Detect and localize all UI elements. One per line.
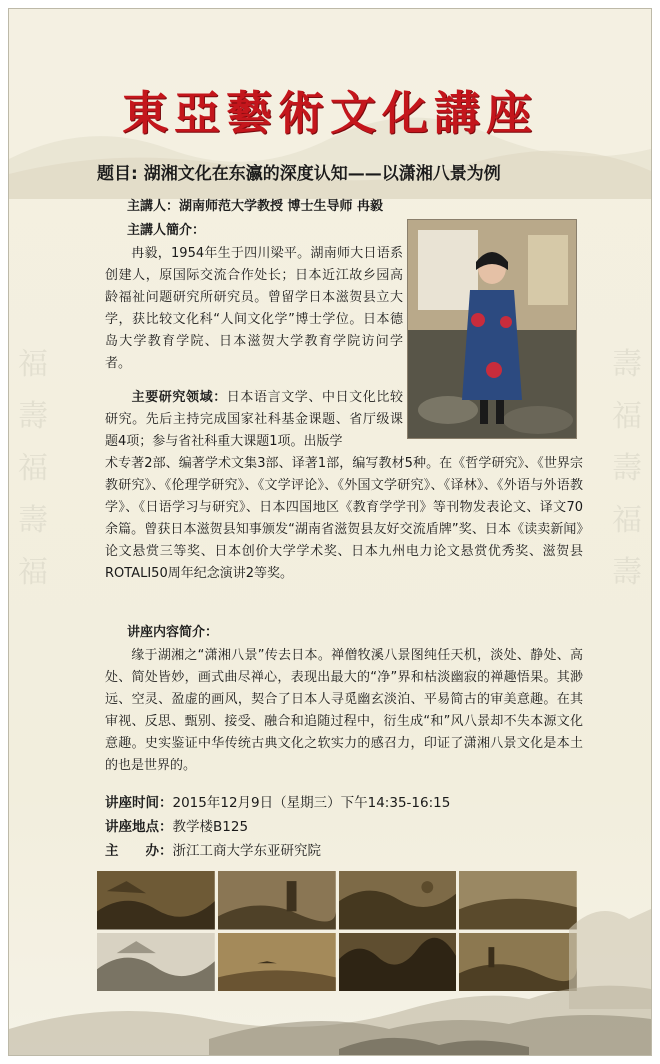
lecture-topic: 题目: 湖湘文化在东瀛的深度认知——以潇湘八景为例 [97,164,501,184]
content-heading: 讲座内容简介： [127,625,219,640]
lecture-time-row [105,791,450,811]
time-value: 2015年12月9日（星期三）下午14:35-16:15 [172,795,451,811]
lecture-place-row [105,815,248,835]
research-text-wide: 术专著2部、编著学术文集3部、译著1部，编写教材5种。在《哲学研究》、《世界宗教研究》、《伦理学研究》、《文学评论》、《外国文学研究》、《译林》、《外语与外语教学》、《日语学习与研究》、日本四国地区《教育学学刊》等刊物发表论文、译文70余篇。曾获日本滋贺县知事颁发“湖南省滋贺县友好交流盾牌”奖、日本《读卖新闻》论文悬赏三等奖、日本创价大学学术奖、日本九州电力论文悬赏优秀奖、滋贺县ROTALI50周年纪念演讲2等奖。 [105,456,583,581]
seal-script-left-decoration: 福 壽 福 壽 福 [18,347,48,590]
lecture-host-row [105,839,321,859]
ink-mountains-decoration [9,889,651,1055]
research-wide-part [105,453,583,585]
place-value: 教学楼B125 [172,819,249,835]
research-paragraph [105,387,583,585]
research-narrow-part [105,387,403,453]
seal-script-right-decoration: 壽 福 壽 福 壽 [612,347,642,590]
research-label: 主要研究领域： [131,390,227,405]
content-paragraph [105,645,583,777]
time-label: 讲座时间： [105,795,173,811]
poster-title: 東亞藝術文化講座 [122,86,538,140]
research-text-narrow: 日本语言文学、中日文化比较研究。先后主持完成国家社科基金课题、省厅级课题4项；参与省社科重大课题1项。出版学 [105,390,403,449]
host-value: 浙江工商大学东亚研究院 [172,843,321,859]
host-label: 主 办： [105,843,173,859]
speaker-line: 主講人：湖南师范大学教授 博士生导师 冉毅 [127,199,384,214]
place-label: 讲座地点： [105,819,173,835]
lecture-poster [8,8,652,1056]
bio-heading: 主講人簡介： [127,223,206,238]
bio-text: 冉毅，1954年生于四川梁平。湖南师大日语系创建人，原国际交流合作处长；日本近江故乡园高龄福祉问题研究所研究员。曾留学日本滋贺县立大学，获比较文化科“人间文化学”博士学位。日本德岛大学教育学院、日本滋贺大学教育学院访问学者。 [105,246,403,371]
content-text: 缘于湖湘之“潇湘八景”传去日本。禅僧牧溪八景图纯任天机，淡处、静处、高处、简处皆妙，画式曲尽禅心，表现出最大的“净”界和枯淡幽寂的禅趣悟果。其渺远、空灵、盈虚的画风，契合了日本人寻觅幽玄淡泊、平易简古的审美意趣。在其审视、反思、甄别、接受、融合和追随过程中，衍生成“和”风八景却不失本源文化意趣。史实鉴证中华传统古典文化之软实力的感召力，印证了潇湘八景文化是本土的也是世界的。 [105,648,583,773]
bio-paragraph [105,243,403,375]
